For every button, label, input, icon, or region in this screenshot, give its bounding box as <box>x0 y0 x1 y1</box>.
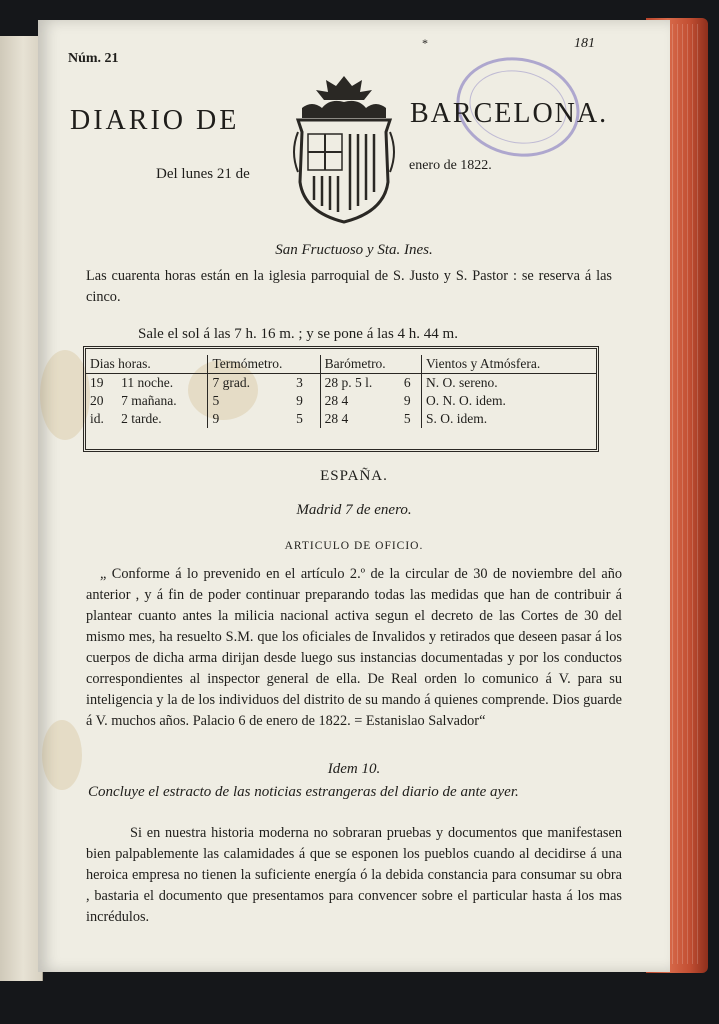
article-heading: ARTICULO DE OFICIO. <box>284 540 424 552</box>
weather-table <box>83 346 599 452</box>
header-winds: Vientos y Atmósfera. <box>421 355 596 374</box>
wind-cell: O. N. O. idem. <box>421 392 596 410</box>
hour-cell: 7 mañana. <box>121 393 177 408</box>
sunrise-sunset: Sale el sol á las 7 h. 16 m. ; y se pone á las 4 h. 44 m. <box>138 326 458 342</box>
masthead-title-right: BARCELONA. <box>410 98 609 129</box>
dateline: Madrid 7 de enero. <box>296 502 412 518</box>
coat-of-arms-icon <box>284 72 404 232</box>
day-cell: 19 <box>90 375 104 390</box>
day-cell: id. <box>90 411 104 426</box>
thermo-cell: 5 <box>208 392 292 410</box>
issue-number: Núm. 21 <box>68 51 119 66</box>
article-body-second: Si en nuestra historia moderna no sobraran pruebas y documentos que manifestasen bien palpablemente las calamidades á que se esponen los pueblos cuando al decidirse á una heroica empresa no tienen la suficiente energía ó la debida constancia para consumar su obra , bastaria el documento que presentamos para convencer sobre el particular hasta á los mas incrédulos. <box>86 825 622 925</box>
table-row <box>86 392 596 410</box>
baro-fraction-cell: 9 <box>403 393 411 408</box>
header-days: Dias horas. <box>86 355 208 374</box>
baro-cell: 28 p. 5 l. <box>320 374 400 393</box>
issue-date-right: enero de 1822. <box>409 158 492 173</box>
baro-fraction-cell: 5 <box>403 411 411 426</box>
forty-hours-notice: Las cuarenta horas están en la iglesia parroquial de S. Justo y S. Pastor : se reserva á las cinco. <box>86 268 612 305</box>
article-body: „ Conforme á lo prevenido en el artículo 2.º de la circular de 30 de noviembre del año anterior , y á fin de poder continuar preparando todas las medidas que han de contribuir á plantear cuanto antes la milicia nacional activa segun el decreto de las Cortes de 30 del mismo mes, ha resuelto S.M. que los oficiales de Invalidos y retirados que deseen pasar á los cuerpos de dicha arma dirijan desde luego sus instancias documentadas y por los conductos correspondientes al inspector general de ella. De Real orden lo comunico á V. para su inteligencia y la de los individuos del distrito de su mando á quienes comprende. Dios guarde á V. muchos años. Palacio 6 de enero de 1822. = Estanislao Salvador“ <box>86 566 622 729</box>
article-subheading: Concluye el estracto de las noticias estrangeras del diario de ante ayer. <box>88 784 519 800</box>
paper-stain <box>42 720 82 790</box>
wind-cell: N. O. sereno. <box>421 374 596 393</box>
saints-of-day: San Fructuoso y Sta. Ines. <box>275 242 433 258</box>
page-number: 181 <box>574 36 595 51</box>
ornament: * <box>422 36 428 50</box>
table-row <box>86 410 596 428</box>
baro-cell: 28 4 <box>320 410 400 428</box>
issue-date-left: Del lunes 21 de <box>156 166 250 182</box>
header-thermometer: Termómetro. <box>208 355 320 374</box>
hour-cell: 11 noche. <box>121 375 174 390</box>
thermo-fraction-cell: 5 <box>296 411 303 426</box>
wind-cell: S. O. idem. <box>421 410 596 428</box>
thermo-cell: 7 grad. <box>208 374 292 393</box>
section-heading: ESPAÑA. <box>320 468 388 484</box>
thermo-cell: 9 <box>208 410 292 428</box>
facing-page-edge <box>0 36 43 981</box>
masthead-title-left: DIARIO DE <box>70 105 240 136</box>
thermo-fraction-cell: 9 <box>296 393 303 408</box>
page-stack-lines <box>672 24 702 964</box>
day-cell: 20 <box>90 393 104 408</box>
hour-cell: 2 tarde. <box>121 411 162 426</box>
newspaper-page <box>38 20 670 972</box>
thermo-fraction-cell: 3 <box>296 375 303 390</box>
table-row <box>86 374 596 393</box>
baro-cell: 28 4 <box>320 392 400 410</box>
dateline-second: Idem 10. <box>327 761 381 777</box>
header-barometer: Barómetro. <box>320 355 421 374</box>
baro-fraction-cell: 6 <box>403 375 411 390</box>
